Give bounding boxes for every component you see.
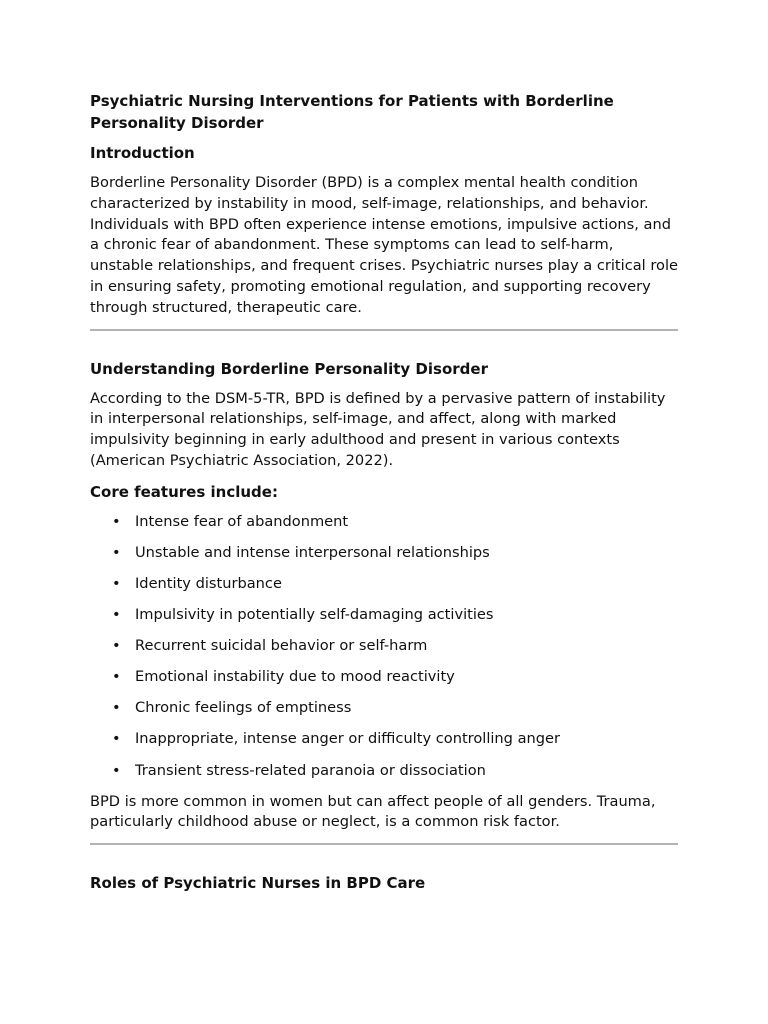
list-item-text: Identity disturbance — [135, 574, 282, 592]
core-features-heading: Core features include: — [90, 482, 278, 501]
section-divider — [90, 329, 678, 331]
list-item-text: Inappropriate, intense anger or difficulty controlling anger — [135, 730, 561, 748]
understanding-heading: Understanding Borderline Personality Disorder — [90, 359, 488, 378]
document-title: Psychiatric Nursing Interventions for Patients with Borderline Personality Disorder — [90, 92, 614, 132]
document-page — [90, 91, 678, 903]
list-item-text: Impulsivity in potentially self-damaging activities — [135, 606, 494, 624]
list-item-text: Transient stress-related paranoia or dissociation — [135, 761, 486, 779]
bullet-icon: • — [112, 761, 121, 779]
risk-factor-paragraph: BPD is more common in women but can affect people of all genders. Trauma, particularly childhood abuse or neglect, is a common risk factor. — [90, 792, 656, 831]
bullet-icon: • — [112, 699, 121, 717]
list-item-text: Intense fear of abandonment — [135, 512, 349, 530]
bullet-icon: • — [112, 574, 121, 592]
introduction-paragraph: Borderline Personality Disorder (BPD) is a complex mental health condition characterized by instability in mood, self-image, relationships, and behavior. Individuals with BPD often experience intense emotions, impulsive actions, and a chronic fear of abandonment. These symptoms can lead to self-harm, unstable relationships, and frequent crises. Psychiatric nurses play a critical role in ensuring safety, promoting emotional regulation, and supporting recovery through structured, therapeutic care. — [90, 174, 678, 316]
list-item — [90, 543, 678, 564]
section-divider — [90, 843, 678, 845]
list-item-text: Recurrent suicidal behavior or self-harm — [135, 637, 428, 655]
list-item — [90, 605, 678, 626]
bullet-icon: • — [112, 606, 121, 624]
list-item — [90, 698, 678, 719]
bullet-icon: • — [112, 543, 121, 561]
list-item-text: Emotional instability due to mood reactivity — [135, 668, 455, 686]
list-item — [90, 729, 678, 750]
core-features-list — [90, 512, 678, 782]
list-item-text: Chronic feelings of emptiness — [135, 699, 352, 717]
understanding-paragraph: According to the DSM-5-TR, BPD is defined by a pervasive pattern of instability in interpersonal relationships, self-image, and affect, along with marked impulsivity beginning in early adulthood and present in various contexts (American Psychiatric Association, 2022). — [90, 389, 666, 469]
introduction-heading: Introduction — [90, 144, 195, 162]
bullet-icon: • — [112, 512, 121, 530]
bullet-icon: • — [112, 668, 121, 686]
list-item — [90, 512, 678, 533]
list-item — [90, 761, 678, 782]
bullet-icon: • — [112, 637, 121, 655]
bullet-icon: • — [112, 730, 121, 748]
list-item-text: Unstable and intense interpersonal relationships — [135, 543, 490, 561]
list-item — [90, 574, 678, 595]
list-item — [90, 667, 678, 688]
nurse-roles-heading: Roles of Psychiatric Nurses in BPD Care — [90, 874, 426, 893]
list-item — [90, 636, 678, 657]
